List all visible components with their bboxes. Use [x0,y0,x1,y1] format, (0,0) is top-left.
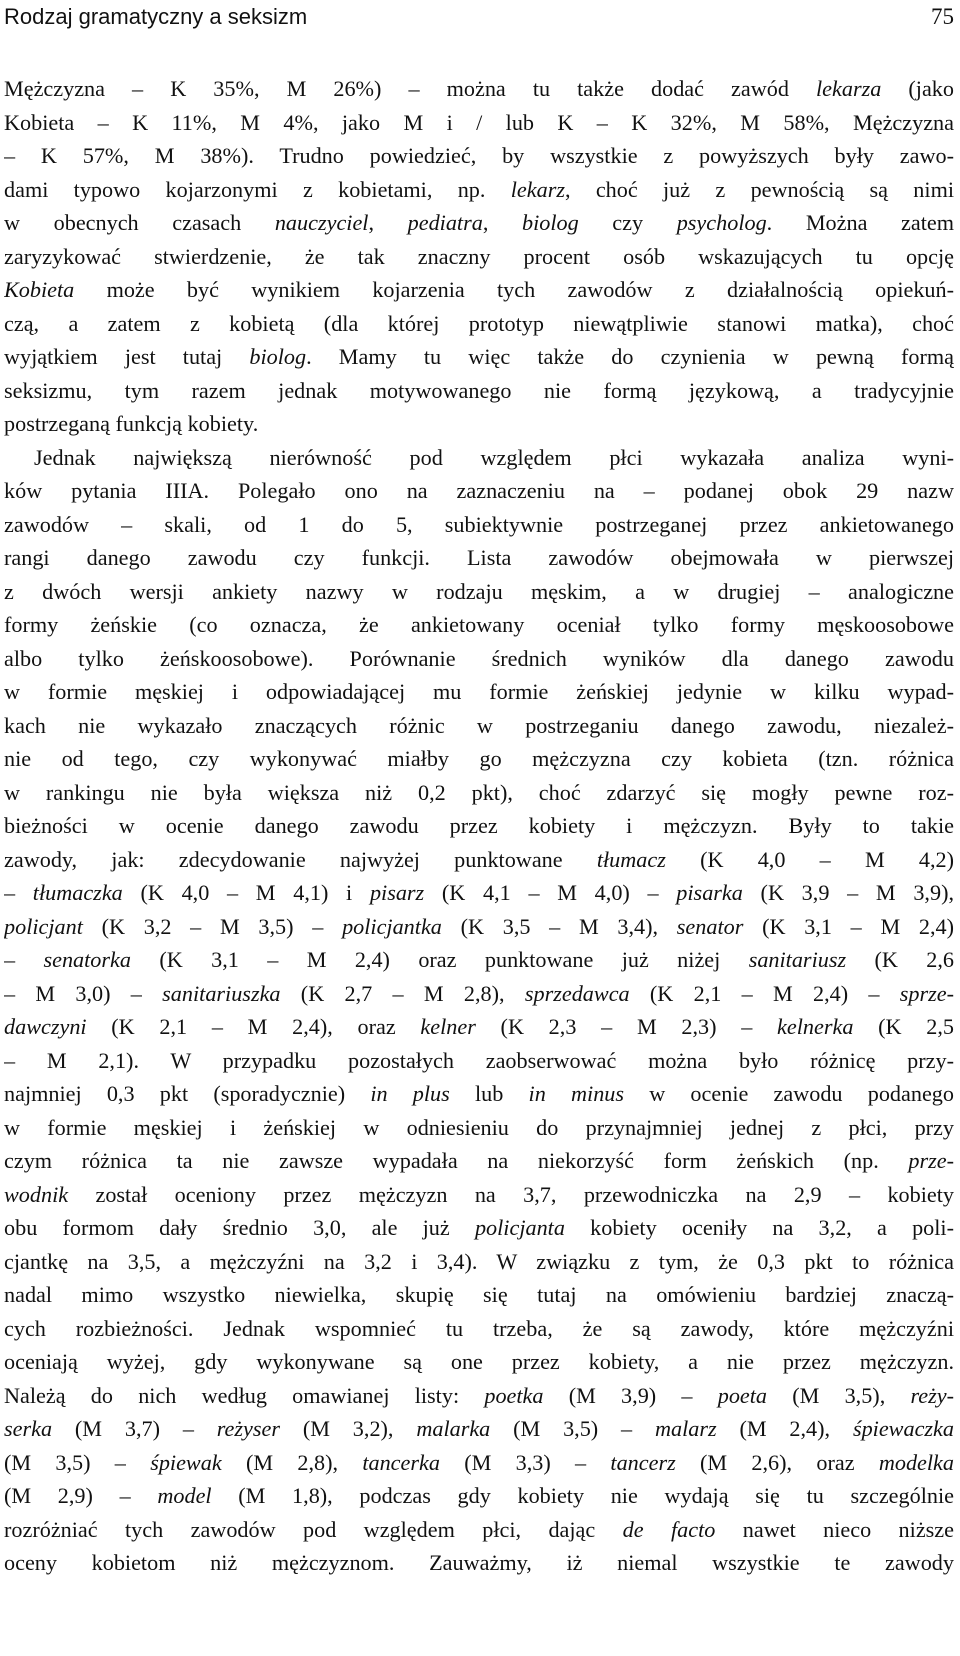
italic-term: modelka [878,1449,954,1475]
italic-term: nauczyciel [274,210,369,235]
italic-term: model [157,1483,212,1508]
text-line [4,1479,954,1513]
text-line [4,1312,954,1346]
text-run: (M 3,5) – [490,1416,655,1441]
text-line [4,173,954,207]
text-run: seksizmu, tym razem jednak motywowanego nie formą językową, a tradycyjnie [4,377,954,403]
italic-term: śpiewaczka [852,1416,954,1441]
text-line [4,675,954,709]
italic-term: lekarza [816,76,882,101]
text-run: formy żeńskie (co oznacza, że ankietowany oceniał tylko formy męskoosobowe [4,612,954,637]
italic-term: psycholog [676,210,767,235]
italic-term: malarka [416,1416,491,1441]
text-run: Jednak największą nierówność pod względem płci wykazała analiza wyni- [34,444,954,470]
text-run: postrzeganą funkcją kobiety. [4,411,259,436]
text-run: w formie męskiej i odpowiadającej mu formie żeńskiej jedynie w kilku wypad- [4,679,954,704]
text-run: , [482,210,522,235]
text-run: w obecnych czasach [4,210,275,235]
text-run: (K 2,3 – M 2,3) – [475,1014,778,1039]
text-line [4,776,954,810]
italic-term: tłumacz [596,846,666,872]
italic-term: pisarz [369,880,425,905]
text-line [4,541,954,575]
text-run: cych rozbieżności. Jednak wspomnieć tu trzeba, że są zawody, które mężczyźni [4,1315,954,1341]
text-run: – K 57%, M 38%). Trudno powiedzieć, by wszystkie z powyższych były zawo- [4,143,954,168]
text-run: czym różnica ta nie zawsze wypadała na niekorzyść form żeńskich (np. [4,1148,909,1173]
italic-term: kelner [420,1014,476,1039]
italic-term: policjantka [342,913,442,939]
text-line [4,307,954,341]
text-line [4,1044,954,1078]
italic-term: sanitariusz [748,947,847,972]
text-run: rozróżniać tych zawodów pod względem płci, dając [4,1516,623,1542]
italic-term: śpiewak [150,1449,222,1475]
text-line [4,1345,954,1379]
text-run: w rankingu nie była większa niż 0,2 pkt), choć zdarzyć się mogły pewne roz- [4,779,954,805]
italic-term: tancerka [362,1449,440,1475]
text-line [4,273,954,307]
text-run: cjantkę na 3,5, a mężczyźni na 3,2 i 3,4). W związku z tym, że 0,3 pkt to różnica [4,1248,954,1274]
text-line [4,340,954,374]
italic-term: sprzedawca [524,980,630,1006]
italic-term: poeta [717,1382,768,1408]
italic-term: Kobieta [4,277,75,302]
text-run: . Można zatem [766,210,954,235]
italic-term: senator [676,913,744,939]
text-run: (M 2,4), [716,1416,853,1441]
italic-term: policjant [4,913,83,939]
text-run: może być wynikiem kojarzenia tych zawodów z działalnością opiekuń- [74,277,954,302]
italic-term: biolog [249,344,307,369]
text-line [4,709,954,743]
text-run: (M 3,5) – [4,1449,151,1475]
text-run: – [4,880,33,905]
text-run: (K 3,9 – M 3,9), [742,880,954,905]
text-run: (K 4,0 – M 4,2) [665,846,954,872]
italic-term: tłumaczka [32,880,123,905]
text-run: – M 3,0) – [4,980,163,1006]
text-line [4,374,954,408]
text-line [4,575,954,609]
text-run: (K 4,1 – M 4,0) – [424,880,677,905]
text-run: ków pytania IIIA. Polegało ono na zaznaczeniu na – podanej obok 29 nazw [4,478,954,503]
text-run: kach nie wykazało znaczących różnic w postrzeganiu danego zawodu, niezależ- [4,712,954,738]
italic-term: prze- [908,1148,954,1173]
text-line [4,608,954,642]
text-run: nawet nieco niższe [715,1516,954,1542]
text-line [4,1278,954,1312]
text-run: (K 2,1 – M 2,4) – [629,980,900,1006]
text-run: z dwóch wersji ankiety nazwy w rodzaju męskim, a w drugiej – analogiczne [4,578,954,604]
text-line [4,1546,954,1580]
text-line [4,72,954,106]
text-run: albo tylko żeńskoosobowe). Porównanie średnich wyników dla danego zawodu [4,645,954,671]
text-run: – [4,947,44,972]
text-run: (M 3,7) – [52,1416,217,1441]
text-run: (M 2,6), oraz [675,1449,879,1475]
text-line [4,1211,954,1245]
text-run: (M 3,3) – [439,1449,611,1475]
text-run: oceny kobietom niż mężczyznom. Zauważmy, iż niemal wszystkie te zawody [4,1550,954,1575]
text-run: zawody, jak: zdecydowanie najwyżej punktowane [4,846,597,872]
text-run: najmniej 0,3 pkt (sporadycznie) [4,1081,371,1106]
text-run: (K 3,2 – M 3,5) – [82,913,343,939]
text-run: rangi danego zawodu czy funkcji. Lista zawodów obejmowała w pierwszej [4,545,954,570]
text-line [4,1077,954,1111]
text-line [4,642,954,676]
text-run: (K 2,7 – M 2,8), [280,980,525,1006]
page-number: 75 [931,4,954,29]
text-line [4,441,954,475]
text-line [4,943,954,977]
text-run: zaryzykować stwierdzenie, że tak znaczny procent osób wskazujących tu opcję [4,243,954,269]
italic-term: in minus [528,1081,625,1106]
text-run: (K 2,5 [853,1014,954,1039]
italic-term: de facto [622,1516,716,1542]
text-run: (M 3,5), [767,1382,911,1408]
text-run: (M 2,8), [221,1449,363,1475]
running-head-title: Rodzaj gramatyczny a seksizm [4,4,308,29]
italic-term: lekarz [510,176,565,202]
italic-term: senatorka [43,947,131,972]
italic-term: wodnik [4,1181,69,1207]
text-line [4,240,954,274]
italic-term: sprze- [899,980,954,1006]
text-line [4,1412,954,1446]
text-run: czy [578,210,677,235]
text-run: (M 3,9) – [543,1382,718,1408]
text-run: , [368,210,408,235]
text-line [4,1144,954,1178]
italic-term: policjanta [474,1215,565,1240]
text-run: czą, a zatem z kobietą (dla której prototyp niewątpliwie stanowi matka), choć [4,310,954,336]
text-run: obu formom dały średnio 3,0, ale już [4,1215,475,1240]
text-line [4,1010,954,1044]
text-run: w ocenie zawodu podanego [624,1081,954,1106]
text-line [4,139,954,173]
text-run: – M 2,1). W przypadku pozostałych zaobserwować można było różnicę przy- [4,1047,954,1073]
text-line [4,977,954,1011]
text-run: kobiety oceniły na 3,2, a poli- [564,1215,954,1240]
text-run: (M 2,9) – [4,1483,158,1508]
text-run: (K 2,1 – M 2,4), oraz [86,1014,421,1039]
text-line [4,407,954,441]
text-run: został oceniony przez mężczyzn na 3,7, przewodniczka na 2,9 – kobiety [68,1181,954,1207]
italic-term: malarz [654,1416,717,1441]
text-run: Należą do nich według omawianej listy: [4,1382,485,1408]
italic-term: reżyser [216,1416,281,1441]
text-line [4,106,954,140]
body-text [4,72,954,1580]
text-run: oceniają wyżej, gdy wykonywane są one przez kobiety, a nie przez mężczyzn. [4,1349,954,1374]
text-run: w formie męskiej i żeńskiej w odniesieniu do przynajmniej jednej z płci, przy [4,1114,954,1140]
italic-term: serka [4,1416,53,1441]
text-run: , choć już z pewnością są nimi [564,176,954,202]
text-line [4,1178,954,1212]
text-run: bieżności w ocenie danego zawodu przez kobiety i mężczyzn. Były to takie [4,813,954,838]
text-run: (M 1,8), podczas gdy kobiety nie wydają się tu szczególnie [211,1483,954,1508]
italic-term: poetka [484,1382,544,1408]
text-line [4,1446,954,1480]
italic-term: biolog [521,210,579,235]
italic-term: tancerz [610,1449,676,1475]
text-line [4,876,954,910]
text-line [4,742,954,776]
italic-term: reży- [910,1382,954,1408]
text-run: (K 2,6 [846,947,954,972]
text-run: . Mamy tu więc także do czynienia w pewną formą [306,344,954,369]
text-run: Mężczyzna – K 35%, M 26%) – można tu także dodać zawód [4,76,817,101]
text-run: (M 3,2), [280,1416,417,1441]
text-line [4,1245,954,1279]
text-run: wyjątkiem jest tutaj [4,344,250,369]
text-run: lub [449,1081,529,1106]
text-line [4,508,954,542]
text-run: nadal mimo wszystko niewielka, skupię się tutaj na omówieniu bardziej znaczą- [4,1282,954,1307]
text-line [4,474,954,508]
italic-term: pediatra [407,210,483,235]
text-line [4,1379,954,1413]
italic-term: sanitariuszka [162,980,281,1006]
italic-term: pisarka [676,880,743,905]
italic-term: in plus [370,1081,450,1106]
text-run: (K 3,5 – M 3,4), [441,913,677,939]
text-line [4,1111,954,1145]
text-run: (K 3,1 – M 2,4) oraz punktowane już niżej [130,947,749,972]
text-run: zawodów – skali, od 1 do 5, subiektywnie postrzeganej przez ankietowanego [4,511,954,537]
text-run: (K 4,0 – M 4,1) i [122,880,370,905]
text-run: (jako [881,76,954,101]
text-line [4,1513,954,1547]
text-line [4,843,954,877]
text-run: (K 3,1 – M 2,4) [743,913,954,939]
text-run: Kobieta – K 11%, M 4%, jako M i / lub K – K 32%, M 58%, Mężczyzna [4,109,954,135]
italic-term: dawczyni [4,1014,87,1039]
text-line [4,809,954,843]
text-run: dami typowo kojarzonymi z kobietami, np. [4,176,511,202]
text-run: nie od tego, czy wykonywać miałby go mężczyzna czy kobieta (tzn. różnica [4,746,954,771]
italic-term: kelnerka [777,1014,854,1039]
running-head [4,2,954,32]
text-line [4,910,954,944]
text-line [4,206,954,240]
